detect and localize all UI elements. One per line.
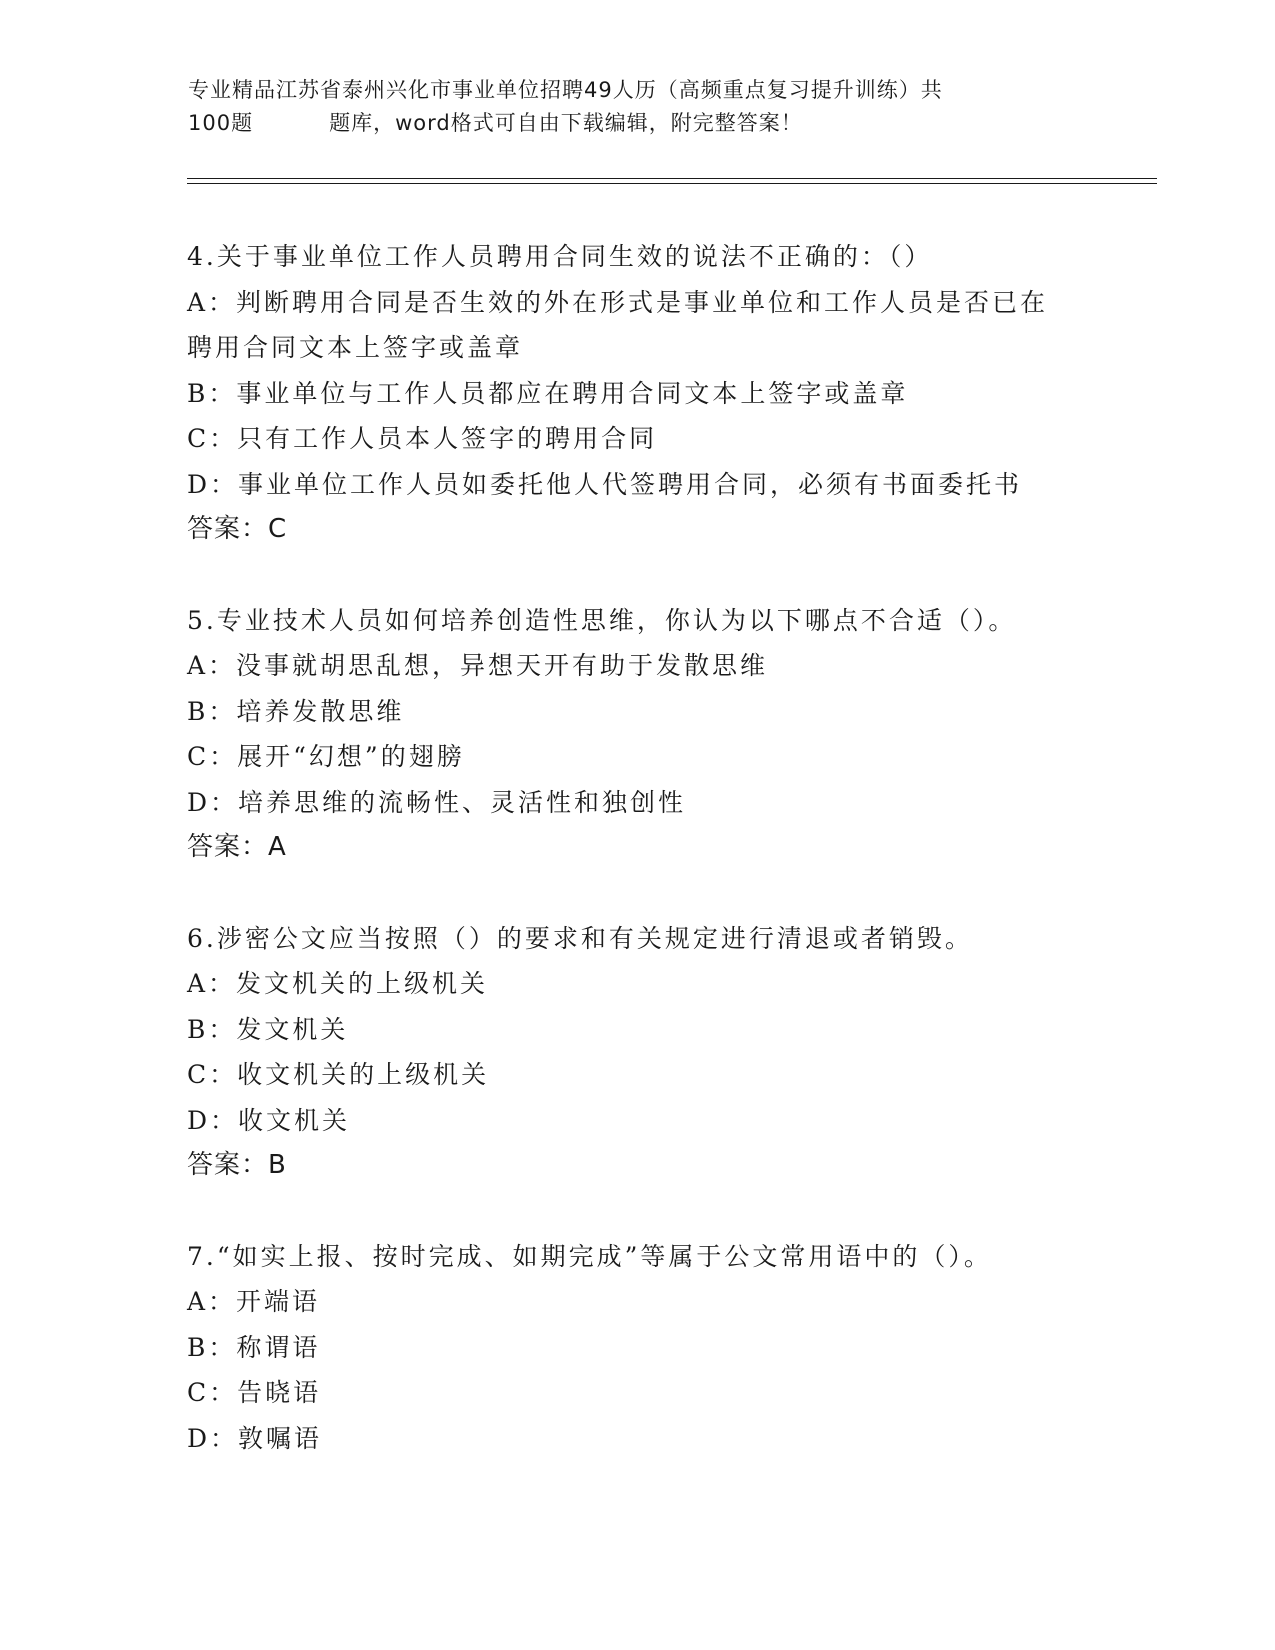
header-title-line-2 [188, 107, 1088, 140]
option-b: B：称谓语 [187, 1332, 321, 1362]
question-stem: 7.“如实上报、按时完成、如期完成”等属于公文常用语中的（）。 [187, 1241, 992, 1271]
answer-line: 答案：A [187, 832, 287, 862]
option-d: D：培养思维的流畅性、灵活性和独创性 [187, 787, 687, 817]
header-divider-bottom [187, 183, 1157, 184]
option-b: B：培养发散思维 [187, 696, 405, 726]
question-list [187, 234, 1167, 1506]
option-a-continued: 聘用合同文本上签字或盖章 [187, 333, 524, 362]
option-a: A：发文机关的上级机关 [187, 969, 489, 998]
header-title-line-1: 专业精品江苏省泰州兴化市事业单位招聘49人历（高频重点复习提升训练）共 [188, 78, 943, 102]
question-item [187, 916, 1167, 1189]
option-b: B：发文机关 [187, 1014, 349, 1044]
answer-line: 答案：B [187, 1150, 287, 1180]
option-c: C：只有工作人员本人签字的聘用合同 [187, 424, 658, 453]
question-stem: 4.关于事业单位工作人员聘用合同生效的说法不正确的：（） [187, 242, 933, 271]
option-d: D：事业单位工作人员如委托他人代签聘用合同，必须有书面委托书 [187, 469, 1023, 499]
option-a: A：判断聘用合同是否生效的外在形式是事业单位和工作人员是否已在 [187, 287, 1049, 317]
option-c: C：告晓语 [187, 1378, 322, 1407]
question-item [187, 598, 1167, 871]
question-stem: 5.专业技术人员如何培养创造性思维，你认为以下哪点不合适（）。 [187, 605, 1017, 635]
question-count: 100题 [188, 111, 254, 135]
document-header [188, 74, 1088, 140]
option-a: A：开端语 [187, 1287, 321, 1316]
option-c: C：展开“幻想”的翅膀 [187, 742, 465, 771]
question-item [187, 1234, 1167, 1462]
option-d: D：收文机关 [187, 1105, 351, 1135]
option-d: D：敦嘱语 [187, 1423, 323, 1453]
option-c: C：收文机关的上级机关 [187, 1060, 490, 1089]
option-a: A：没事就胡思乱想，异想天开有助于发散思维 [187, 651, 769, 680]
option-b: B：事业单位与工作人员都应在聘用合同文本上签字或盖章 [187, 378, 909, 408]
header-description: 题库，word格式可自由下载编辑，附完整答案！ [329, 111, 803, 135]
question-stem: 6.涉密公文应当按照（）的要求和有关规定进行清退或者销毁。 [187, 923, 973, 953]
answer-line: 答案：C [187, 514, 288, 544]
question-item [187, 234, 1167, 553]
header-divider-top [187, 178, 1157, 179]
